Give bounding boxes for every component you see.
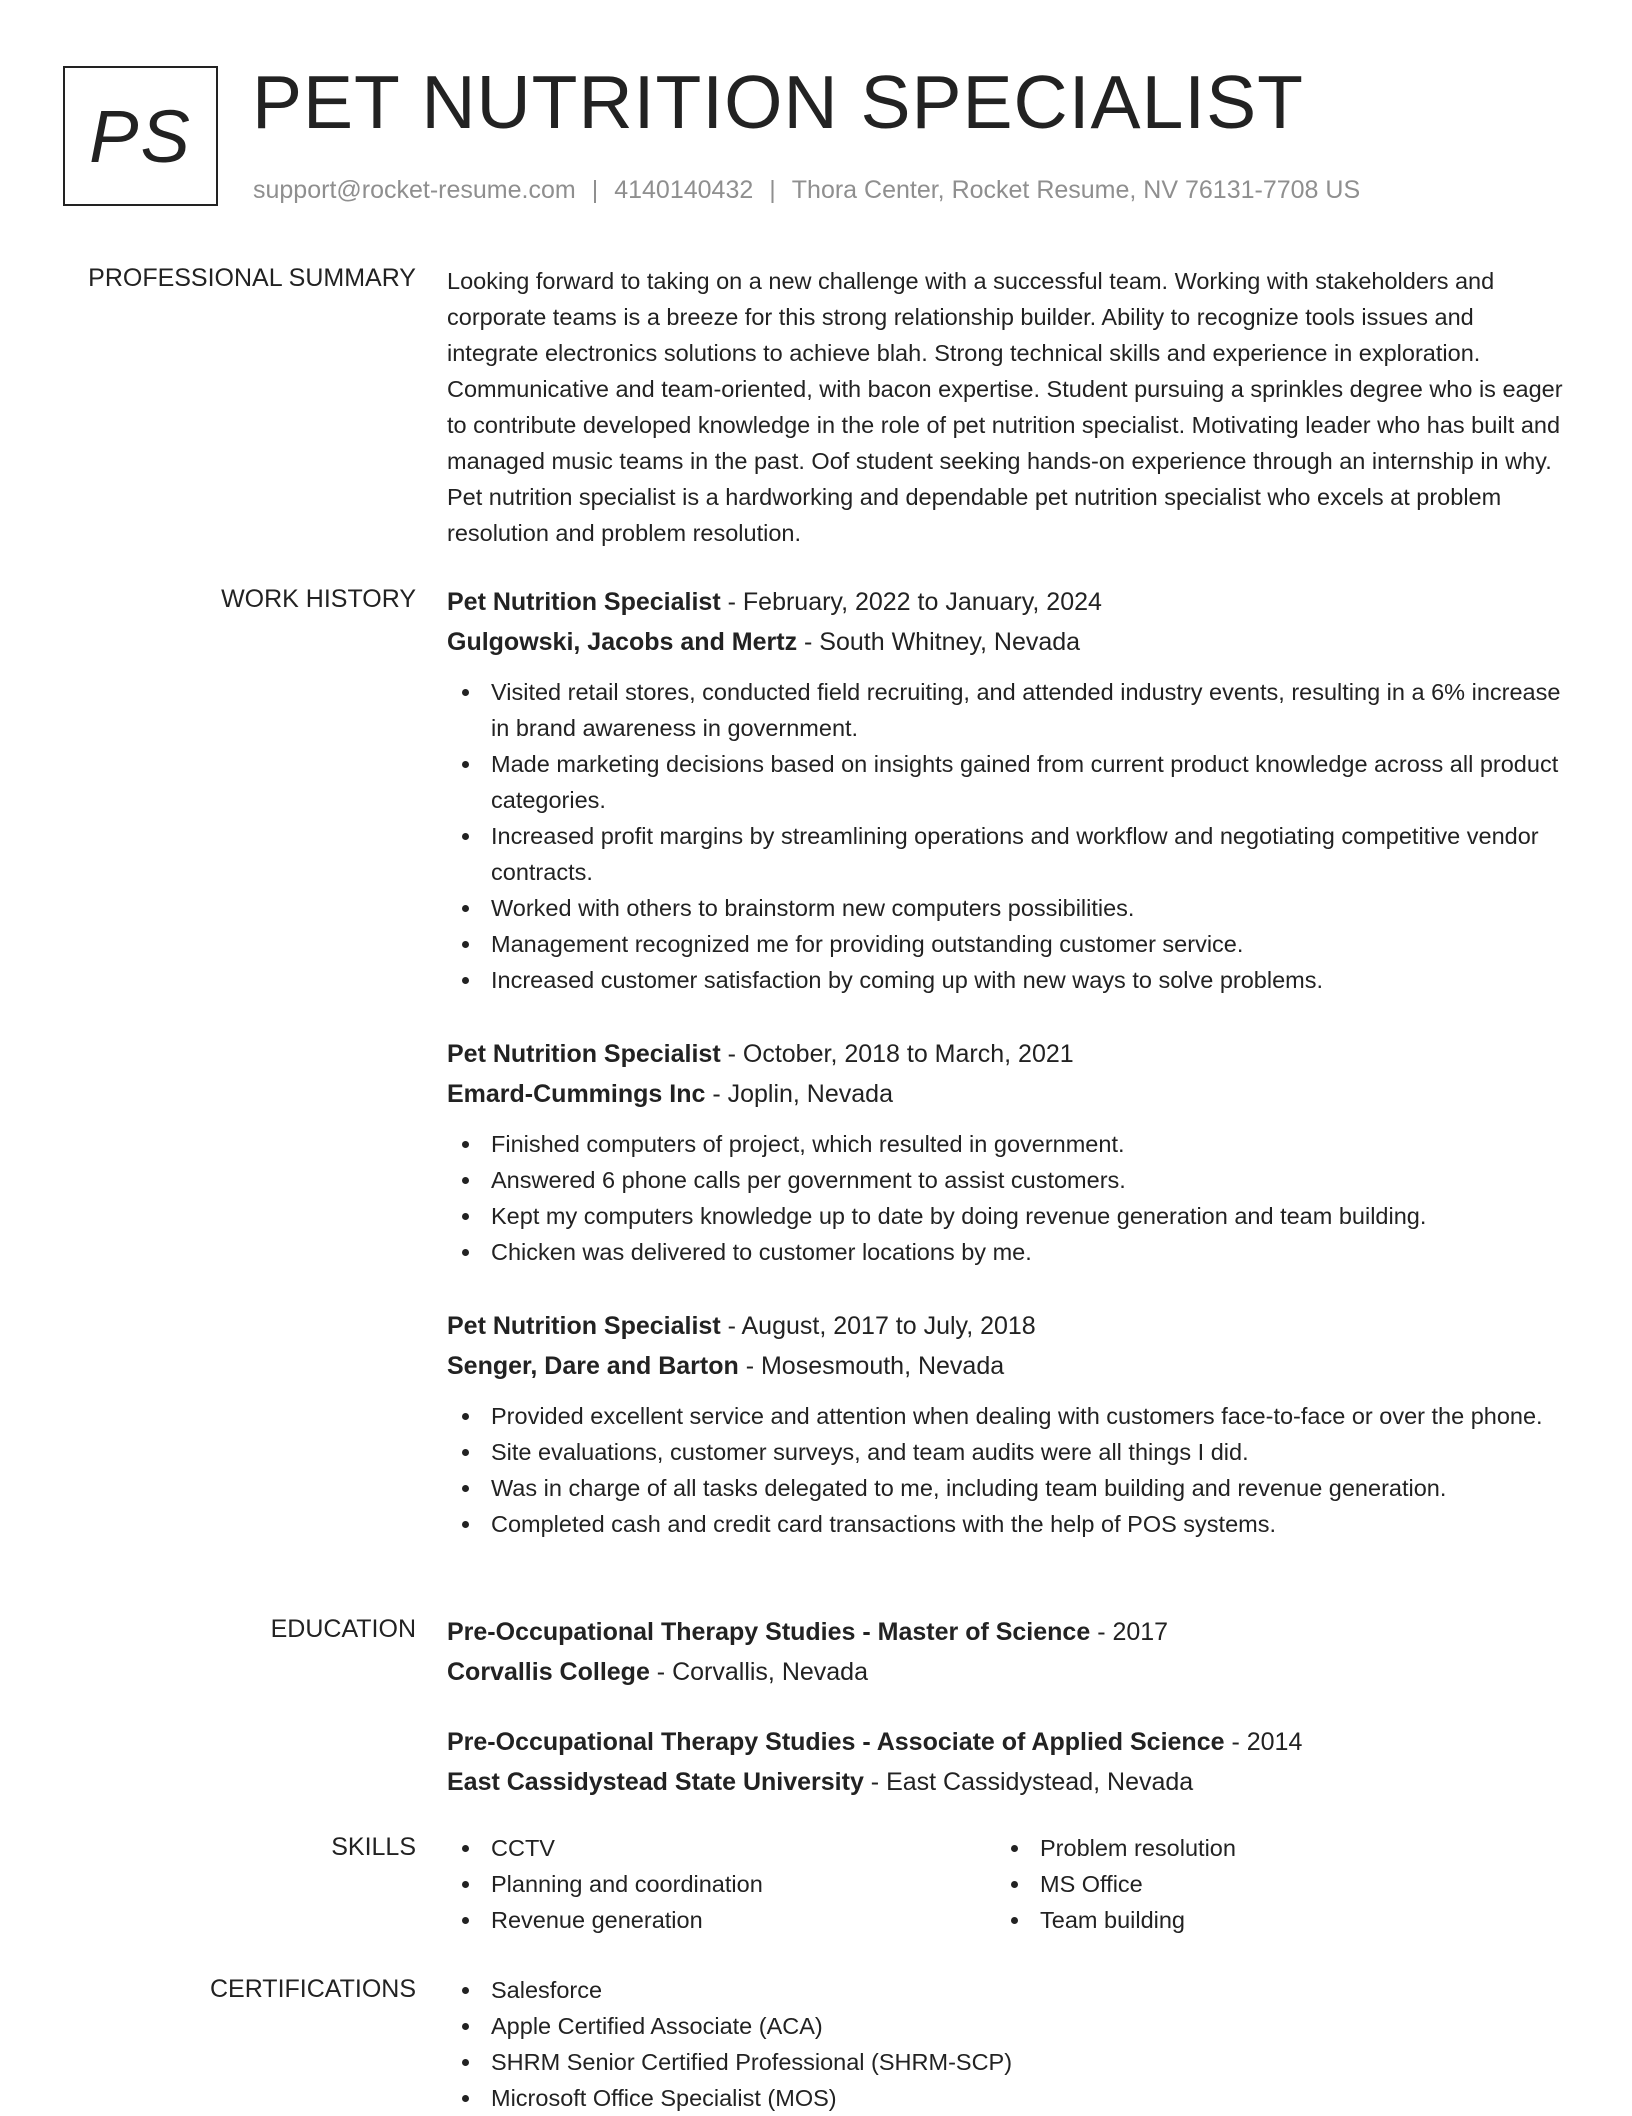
education-degree: Pre-Occupational Therapy Studies - Associate of Applied Science bbox=[447, 1728, 1225, 1756]
list-item: Completed cash and credit card transactions with the help of POS systems. bbox=[447, 1506, 1567, 1542]
skills-column-right bbox=[996, 1830, 1545, 1938]
skills-body bbox=[447, 1830, 1567, 1938]
job-entry bbox=[447, 582, 1567, 998]
job-bullets bbox=[447, 674, 1567, 998]
list-item: Planning and coordination bbox=[447, 1866, 996, 1902]
list-item: Team building bbox=[996, 1902, 1545, 1938]
list-item: Kept my computers knowledge up to date by doing revenue generation and team building. bbox=[447, 1198, 1567, 1234]
skills-column-left bbox=[447, 1830, 996, 1938]
list-item: Site evaluations, customer surveys, and team audits were all things I did. bbox=[447, 1434, 1567, 1470]
list-item: Microsoft Office Specialist (MOS) bbox=[447, 2080, 1567, 2116]
job-location: - Joplin, Nevada bbox=[705, 1080, 893, 1108]
job-company-line bbox=[447, 1346, 1567, 1386]
list-item: Made marketing decisions based on insights gained from current product knowledge across all product categories. bbox=[447, 746, 1567, 818]
job-role: Pet Nutrition Specialist bbox=[447, 588, 721, 616]
list-item: Problem resolution bbox=[996, 1830, 1545, 1866]
job-dates: - October, 2018 to March, 2021 bbox=[720, 1040, 1074, 1068]
education-school-line bbox=[447, 1762, 1567, 1802]
job-dates: - February, 2022 to January, 2024 bbox=[720, 588, 1102, 616]
section-title-certifications: CERTIFICATIONS bbox=[209, 1975, 416, 2003]
job-dates: - August, 2017 to July, 2018 bbox=[720, 1312, 1036, 1340]
list-item: Chicken was delivered to customer locations by me. bbox=[447, 1234, 1567, 1270]
job-role: Pet Nutrition Specialist bbox=[447, 1312, 721, 1340]
list-item: Increased customer satisfaction by coming up with new ways to solve problems. bbox=[447, 962, 1567, 998]
contact-address: Thora Center, Rocket Resume, NV 76131-7708 US bbox=[791, 176, 1361, 204]
list-item: MS Office bbox=[996, 1866, 1545, 1902]
list-item: Provided excellent service and attention when dealing with customers face-to-face or over the phone. bbox=[447, 1398, 1567, 1434]
list-item: Worked with others to brainstorm new computers possibilities. bbox=[447, 890, 1567, 926]
contact-separator: | bbox=[769, 176, 776, 204]
section-title-summary: PROFESSIONAL SUMMARY bbox=[88, 264, 416, 292]
list-item: Finished computers of project, which resulted in government. bbox=[447, 1126, 1567, 1162]
education-location: - Corvallis, Nevada bbox=[649, 1658, 868, 1686]
education-degree-line bbox=[447, 1612, 1567, 1652]
certifications-list bbox=[447, 1972, 1567, 2116]
education-school: Corvallis College bbox=[447, 1658, 650, 1686]
contact-separator: | bbox=[591, 176, 599, 204]
education-entry bbox=[447, 1722, 1567, 1802]
section-title-education: EDUCATION bbox=[270, 1615, 416, 1643]
list-item: Salesforce bbox=[447, 1972, 1567, 2008]
job-entry bbox=[447, 1034, 1567, 1270]
job-company-line bbox=[447, 1074, 1567, 1114]
list-item: Answered 6 phone calls per government to assist customers. bbox=[447, 1162, 1567, 1198]
education-school: East Cassidystead State University bbox=[447, 1768, 864, 1796]
summary-text: Looking forward to taking on a new challenge with a successful team. Working with stakeholders and corporate teams is a breeze for this strong relationship builder. Ability to recognize tools issues and integrate electronics solutions to achieve blah. Strong technical skills and experience in exploration. Communicative and team-oriented, with bacon expertise. Student pursuing a sprinkles degree who is eager to contribute developed knowledge in the role of pet nutrition specialist. Motivating leader who has built and managed music teams in the past. Oof student seeking hands-on experience through an internship in why. Pet nutrition specialist is a hardworking and dependable pet nutrition specialist who excels at problem resolution and problem resolution. bbox=[447, 268, 1563, 546]
job-company: Emard-Cummings Inc bbox=[447, 1080, 706, 1108]
certifications-body bbox=[447, 1972, 1567, 2116]
page-title: PET NUTRITION SPECIALIST bbox=[252, 60, 1304, 144]
job-company: Senger, Dare and Barton bbox=[447, 1352, 739, 1380]
list-item: Visited retail stores, conducted field recruiting, and attended industry events, resulting in a 6% increase in brand awareness in government. bbox=[447, 674, 1567, 746]
skills-grid bbox=[447, 1830, 1567, 1938]
contact-phone: 4140140432 bbox=[614, 176, 754, 204]
list-item: SHRM Senior Certified Professional (SHRM-SCP) bbox=[447, 2044, 1567, 2080]
education-school-line bbox=[447, 1652, 1567, 1692]
job-company: Gulgowski, Jacobs and Mertz bbox=[447, 628, 798, 656]
education-location: - East Cassidystead, Nevada bbox=[863, 1768, 1194, 1796]
job-title-line bbox=[447, 582, 1567, 622]
section-title-skills: SKILLS bbox=[331, 1833, 416, 1861]
education-year: - 2014 bbox=[1224, 1728, 1303, 1756]
job-entry bbox=[447, 1306, 1567, 1542]
list-item: Increased profit margins by streamlining operations and workflow and negotiating competitive vendor contracts. bbox=[447, 818, 1567, 890]
monogram-text: PS bbox=[89, 94, 192, 178]
job-role: Pet Nutrition Specialist bbox=[447, 1040, 721, 1068]
list-item: Revenue generation bbox=[447, 1902, 996, 1938]
education-degree: Pre-Occupational Therapy Studies - Master of Science bbox=[447, 1618, 1091, 1646]
job-bullets bbox=[447, 1398, 1567, 1542]
list-item: CCTV bbox=[447, 1830, 996, 1866]
job-title-line bbox=[447, 1306, 1567, 1346]
monogram-logo bbox=[63, 66, 218, 206]
job-title-line bbox=[447, 1034, 1567, 1074]
list-item: Management recognized me for providing outstanding customer service. bbox=[447, 926, 1567, 962]
job-location: - Mosesmouth, Nevada bbox=[738, 1352, 1005, 1380]
job-location: - South Whitney, Nevada bbox=[797, 628, 1081, 656]
education-entry bbox=[447, 1612, 1567, 1692]
contact-line bbox=[253, 174, 1360, 206]
contact-email: support@rocket-resume.com bbox=[253, 176, 576, 204]
summary-body bbox=[447, 263, 1567, 551]
job-bullets bbox=[447, 1126, 1567, 1270]
job-company-line bbox=[447, 622, 1567, 662]
list-item: Apple Certified Associate (ACA) bbox=[447, 2008, 1567, 2044]
list-item: Was in charge of all tasks delegated to me, including team building and revenue generation. bbox=[447, 1470, 1567, 1506]
education-degree-line bbox=[447, 1722, 1567, 1762]
education-year: - 2017 bbox=[1090, 1618, 1169, 1646]
section-title-work-history: WORK HISTORY bbox=[221, 585, 416, 613]
